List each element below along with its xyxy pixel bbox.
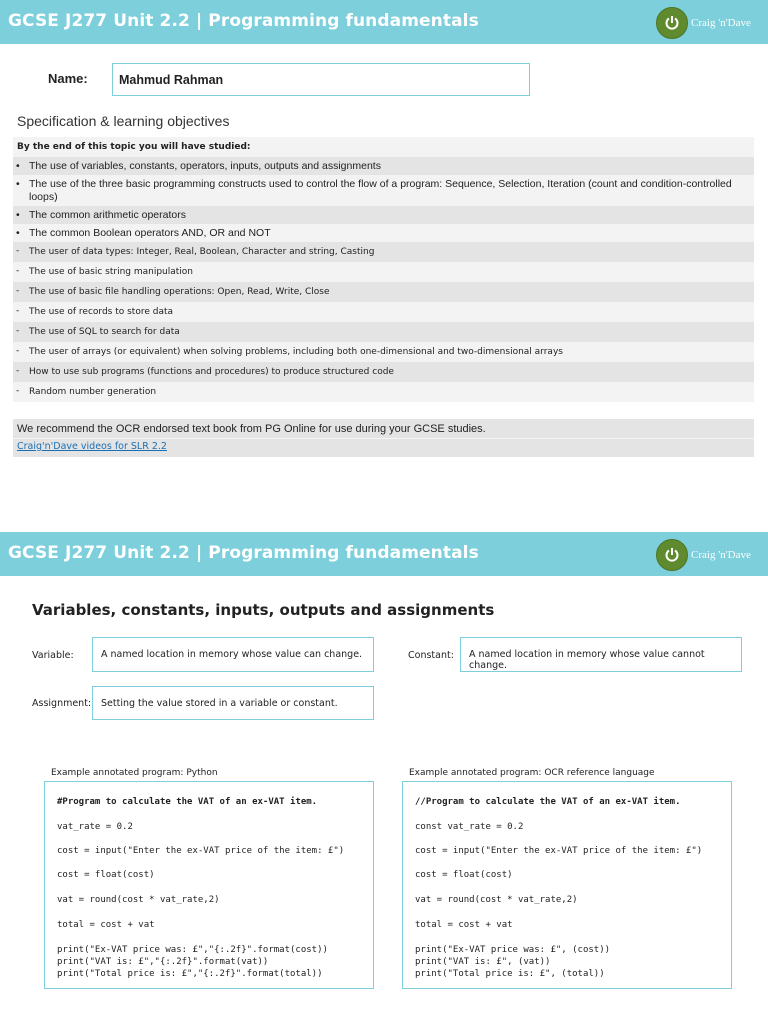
code-line: cost = input("Enter the ex-VAT price of the item: £") [57, 846, 345, 856]
recommendation-block [13, 419, 754, 457]
ocr-code-box [402, 781, 732, 989]
constant-label: Constant: [408, 650, 454, 661]
power-icon [656, 7, 688, 39]
code-line: print("Ex-VAT price was: £","{:.2f}".format(cost)) [57, 945, 328, 955]
recommendation-text: We recommend the OCR endorsed text book from PG Online for use during your GCSE studies. [13, 419, 754, 438]
code-line: cost = float(cost) [415, 870, 513, 880]
code-line: total = cost + vat [415, 920, 513, 930]
brand-logo-2 [656, 539, 751, 571]
spec-table [13, 137, 754, 402]
header-title: GCSE J277 Unit 2.2 | Programming fundamentals [8, 11, 479, 31]
variable-definition: A named location in memory whose value can change. [101, 649, 363, 660]
code-line: total = cost + vat [57, 920, 155, 930]
code-line: print("Ex-VAT price was: £", (cost)) [415, 945, 611, 955]
assignment-label: Assignment: [32, 698, 92, 709]
code-line: print("Total price is: £", (total)) [415, 969, 605, 979]
videos-link[interactable]: Craig'n'Dave videos for SLR 2.2 [17, 441, 167, 452]
code-line: #Program to calculate the VAT of an ex-VAT item. [57, 797, 318, 807]
list-item: - The use of basic file handling operations: Open, Read, Write, Close [13, 282, 754, 302]
list-item: - How to use sub programs (functions and procedures) to produce structured code [13, 362, 754, 382]
code-line: vat_rate = 0.2 [57, 822, 133, 832]
power-icon [656, 539, 688, 571]
brand-logo [656, 7, 751, 39]
variable-label: Variable: [32, 650, 74, 661]
code-line: cost = float(cost) [57, 870, 155, 880]
list-item: • The use of the three basic programming constructs used to control the flow of a program: Sequence, Selection, Iteration (count and condition-controlled loops) [13, 175, 754, 206]
list-item: - The user of data types: Integer, Real, Boolean, Character and string, Casting [13, 242, 754, 262]
constant-definition-box[interactable] [460, 637, 742, 672]
list-item: • The common arithmetic operators [13, 206, 754, 224]
code-line: vat = round(cost * vat_rate,2) [415, 895, 578, 905]
variable-definition-box[interactable] [92, 637, 374, 672]
code-line: //Program to calculate the VAT of an ex-VAT item. [415, 797, 681, 807]
brand-name-2: Craig 'n'Dave [691, 549, 751, 561]
code-line: vat = round(cost * vat_rate,2) [57, 895, 220, 905]
spec-heading: Specification & learning objectives [17, 113, 230, 129]
code-line: cost = input("Enter the ex-VAT price of the item: £") [415, 846, 703, 856]
code-line: print("VAT is: £","{:.2f}".format(vat)) [57, 957, 269, 967]
list-item: - The user of arrays (or equivalent) when solving problems, including both one-dimensional and two-dimensional arrays [13, 342, 754, 362]
name-label: Name: [48, 71, 88, 86]
list-item: - The use of basic string manipulation [13, 262, 754, 282]
name-value: Mahmud Rahman [119, 73, 224, 87]
python-caption: Example annotated program: Python [51, 768, 218, 778]
name-field[interactable] [112, 63, 530, 96]
python-code-box [44, 781, 374, 989]
ocr-caption: Example annotated program: OCR reference language [409, 768, 655, 778]
code-line: const vat_rate = 0.2 [415, 822, 524, 832]
section-title: Variables, constants, inputs, outputs and assignments [32, 601, 495, 619]
code-line: print("Total price is: £","{:.2f}".format(total)) [57, 969, 323, 979]
page-header-banner [0, 0, 768, 44]
code-line: print("VAT is: £", (vat)) [415, 957, 551, 967]
assignment-definition: Setting the value stored in a variable or constant. [101, 698, 338, 709]
assignment-definition-box[interactable] [92, 686, 374, 720]
page-header-banner-2 [0, 532, 768, 576]
list-item: - The use of SQL to search for data [13, 322, 754, 342]
brand-name: Craig 'n'Dave [691, 17, 751, 29]
list-item: - The use of records to store data [13, 302, 754, 322]
constant-definition: A named location in memory whose value cannot change. [469, 649, 705, 671]
spec-intro: By the end of this topic you will have studied: [13, 137, 754, 157]
list-item: • The use of variables, constants, operators, inputs, outputs and assignments [13, 157, 754, 175]
header-title-2: GCSE J277 Unit 2.2 | Programming fundamentals [8, 543, 479, 563]
list-item: • The common Boolean operators AND, OR and NOT [13, 224, 754, 242]
list-item: - Random number generation [13, 382, 754, 402]
